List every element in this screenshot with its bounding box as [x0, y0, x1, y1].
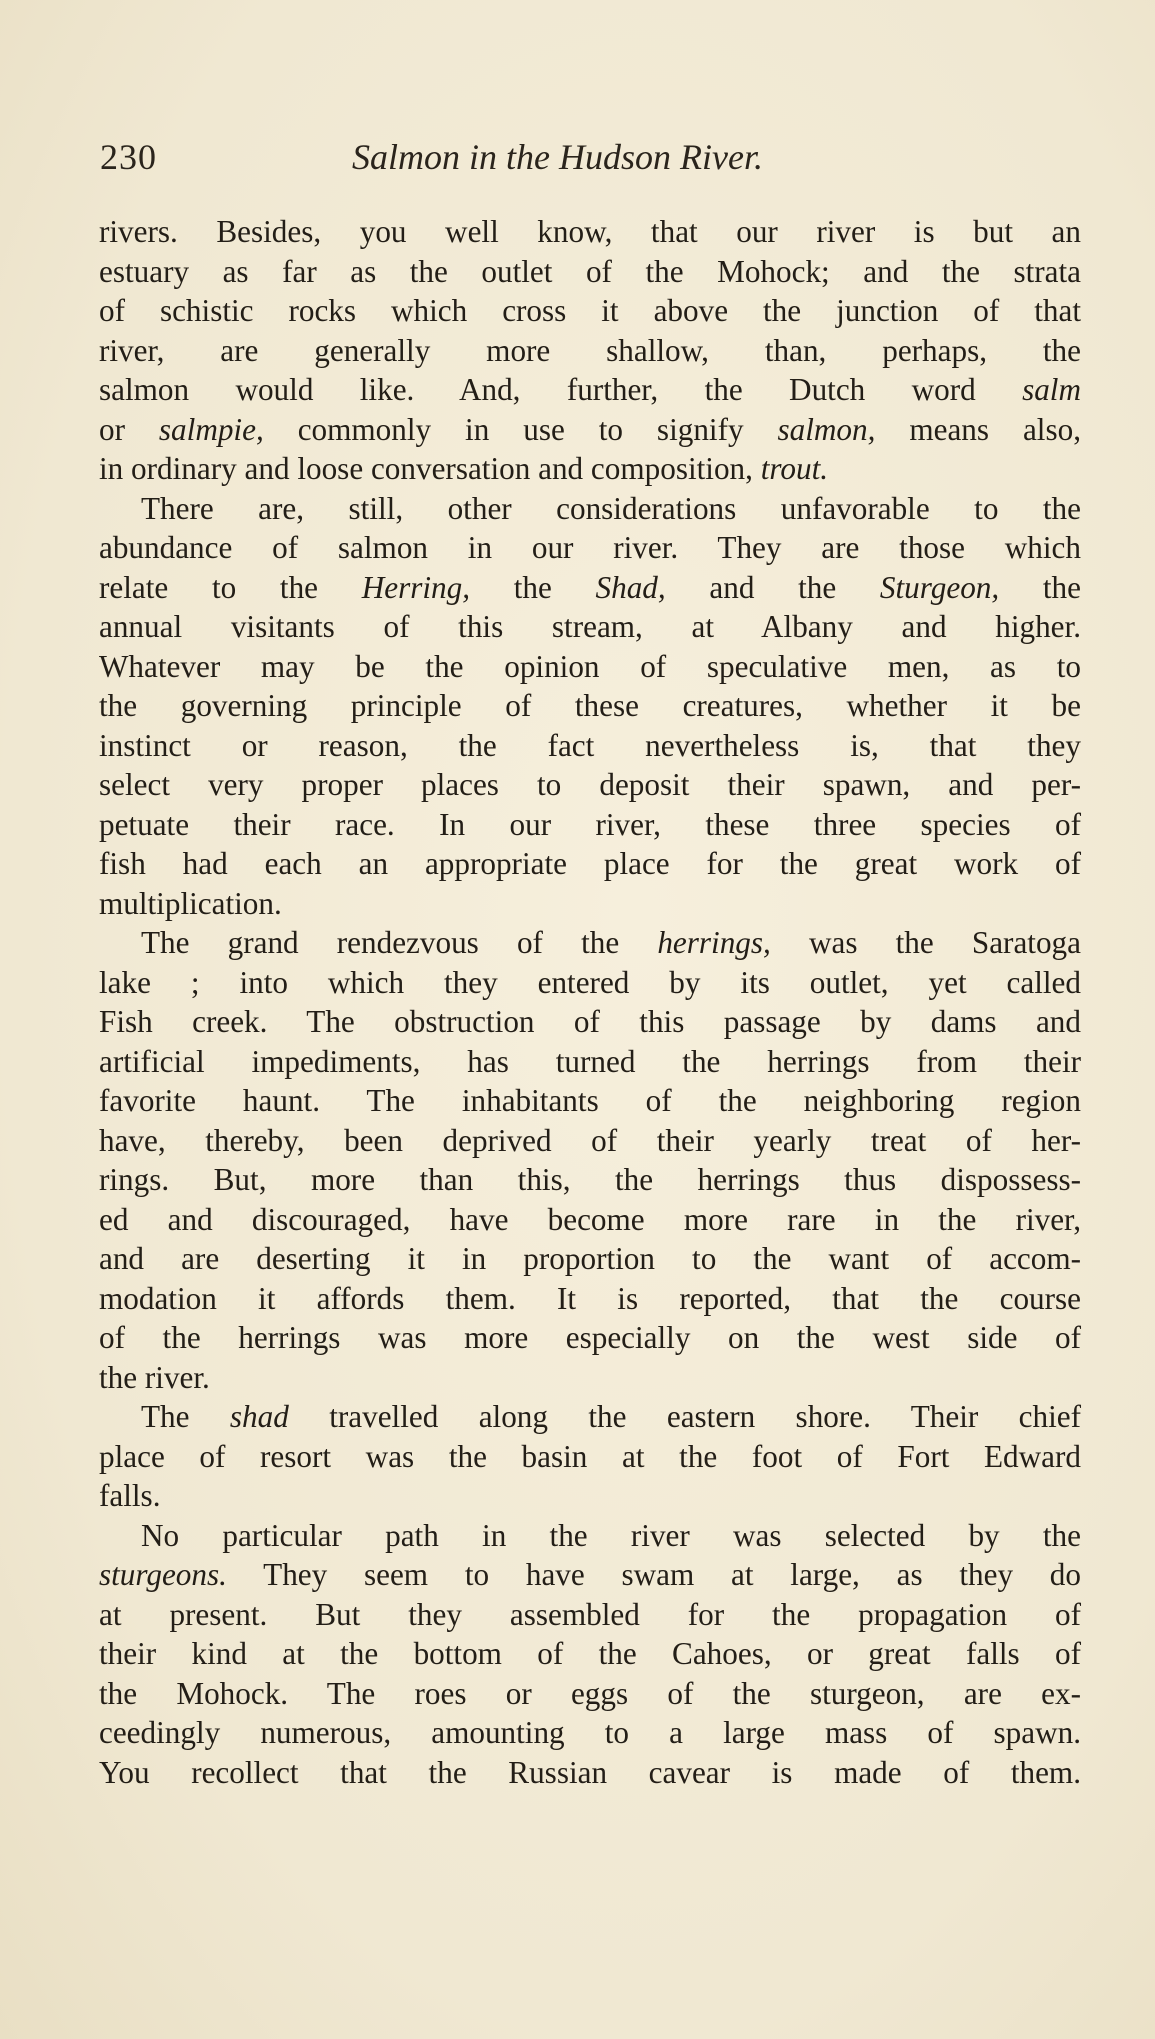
text-run: ed and discouraged, have become more rare in the river, — [99, 1201, 1081, 1237]
page-header — [100, 136, 1080, 196]
italic-term: herrings, — [657, 925, 771, 960]
text-run: multiplication. — [99, 885, 282, 921]
text-line — [99, 726, 1081, 766]
text-run: of schistic rocks which cross it above the junction of that — [99, 293, 1081, 328]
text-line — [99, 1595, 1081, 1635]
text-run: was the Saratoga — [770, 925, 1081, 960]
text-line — [99, 1042, 1081, 1082]
text-line — [99, 410, 1081, 450]
text-line — [99, 1002, 1081, 1042]
text-run: river, are generally more shallow, than, perhaps, the — [99, 332, 1081, 368]
text-run: the — [999, 569, 1081, 605]
text-run: You recollect that the Russian cavear is made of them. — [99, 1754, 1081, 1790]
text-run: commonly in use to signify — [263, 411, 778, 447]
text-run: in ordinary and loose conversation and composition, — [99, 451, 761, 486]
text-run: favorite haunt. The inhabitants of the neighboring region — [99, 1083, 1081, 1118]
text-run: their kind at the bottom of the Cahoes, or great falls of — [99, 1636, 1081, 1671]
text-line — [99, 1476, 1081, 1516]
italic-term: trout. — [760, 451, 829, 486]
text-line — [99, 1713, 1081, 1753]
text-run: No particular path in the river was selected by the — [141, 1517, 1081, 1553]
text-run: modation it affords them. It is reported, that the course — [99, 1280, 1081, 1316]
text-run: ceedingly numerous, amounting to a large mass of spawn. — [99, 1715, 1081, 1750]
text-line — [99, 884, 1081, 924]
italic-term: shad — [229, 1399, 289, 1434]
text-line — [99, 212, 1081, 252]
text-run: falls. — [99, 1478, 161, 1513]
italic-term: salmpie, — [158, 411, 264, 447]
italic-term: Herring, — [361, 569, 470, 605]
text-run: annual visitants of this stream, at Albany and higher. — [99, 609, 1081, 644]
text-run: and are deserting it in proportion to the want of accom- — [99, 1241, 1081, 1276]
text-run: They seem to have swam at large, as they do — [226, 1557, 1081, 1592]
text-line — [99, 291, 1081, 331]
text-run: the governing principle of these creatures, whether it be — [99, 688, 1081, 723]
text-line — [99, 1674, 1081, 1714]
text-run: at present. But they assembled for the propagation of — [99, 1596, 1081, 1632]
text-run: fish had each an appropriate place for the great work of — [99, 846, 1081, 881]
text-run: estuary as far as the outlet of the Mohock; and the strata — [99, 253, 1081, 289]
text-line — [99, 963, 1081, 1003]
text-run: travelled along the eastern shore. Their chief — [288, 1399, 1081, 1434]
text-line — [99, 1279, 1081, 1319]
text-run: lake ; into which they entered by its outlet, yet called — [99, 964, 1081, 1000]
text-run: The grand rendezvous of the — [141, 925, 658, 960]
text-run: the river. — [99, 1359, 210, 1395]
text-line — [99, 449, 1081, 489]
text-run: instinct or reason, the fact nevertheless is, that they — [99, 727, 1081, 763]
text-line — [99, 1634, 1081, 1674]
text-run: petuate their race. In our river, these three species of — [99, 806, 1081, 842]
text-run: select very proper places to deposit their spawn, and per- — [99, 767, 1081, 802]
italic-term: Shad, — [595, 569, 666, 605]
text-line — [99, 607, 1081, 647]
italic-term: salmon, — [777, 411, 876, 447]
text-line — [99, 568, 1081, 608]
text-run: have, thereby, been deprived of their yearly treat of her- — [99, 1122, 1081, 1158]
text-line — [99, 686, 1081, 726]
text-run: rivers. Besides, you well know, that our river is but an — [99, 214, 1081, 249]
text-run: of the herrings was more especially on the west side of — [99, 1320, 1081, 1355]
page-number: 230 — [100, 137, 157, 177]
text-run: Whatever may be the opinion of speculative men, as to — [99, 648, 1081, 684]
text-run: means also, — [875, 411, 1081, 447]
text-line — [99, 370, 1081, 410]
text-run: rings. But, more than this, the herrings thus dispossess- — [99, 1162, 1081, 1197]
text-run: relate to the — [99, 569, 362, 605]
text-run: place of resort was the basin at the foot of Fort Edward — [99, 1438, 1081, 1474]
text-run: abundance of salmon in our river. They are those which — [99, 530, 1081, 565]
text-run: and the — [665, 569, 880, 605]
text-line — [99, 923, 1081, 963]
text-line — [99, 1081, 1081, 1121]
text-line — [99, 1121, 1081, 1161]
text-line — [99, 252, 1081, 292]
italic-term: Sturgeon, — [879, 569, 1000, 605]
text-line — [99, 1318, 1081, 1358]
text-line — [99, 1555, 1081, 1595]
text-run: or — [99, 411, 159, 447]
text-run: Fish creek. The obstruction of this passage by dams and — [99, 1004, 1081, 1039]
text-line — [99, 1516, 1081, 1556]
body-text — [99, 212, 1081, 1792]
text-line — [99, 1753, 1081, 1793]
text-line — [99, 1160, 1081, 1200]
text-line — [99, 1200, 1081, 1240]
text-run: The — [141, 1399, 230, 1434]
text-run: the Mohock. The roes or eggs of the sturgeon, are ex- — [99, 1675, 1081, 1711]
text-run: the — [470, 569, 596, 605]
text-line — [99, 805, 1081, 845]
text-line — [99, 1397, 1081, 1437]
text-line — [99, 647, 1081, 687]
text-line — [99, 1358, 1081, 1398]
running-title: Salmon in the Hudson River. — [352, 137, 763, 177]
text-run: There are, still, other considerations unfavorable to the — [141, 490, 1081, 526]
text-line — [99, 1437, 1081, 1477]
italic-term: sturgeons. — [99, 1557, 227, 1592]
text-line — [99, 844, 1081, 884]
italic-term: salm — [1022, 372, 1081, 407]
text-run: salmon would like. And, further, the Dutch word — [99, 372, 1023, 407]
text-run: artificial impediments, has turned the herrings from their — [99, 1043, 1081, 1079]
text-line — [99, 1239, 1081, 1279]
text-line — [99, 331, 1081, 371]
text-line — [99, 765, 1081, 805]
text-line — [99, 489, 1081, 529]
text-line — [99, 528, 1081, 568]
